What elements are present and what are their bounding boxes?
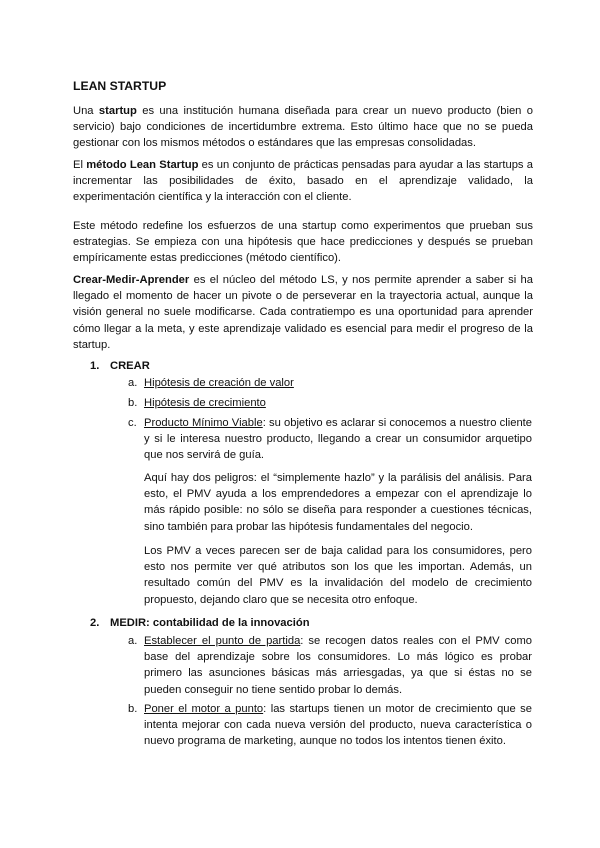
paragraph-build-measure-learn: Crear-Medir-Aprender es el núcleo del método LS, y nos permite aprender a saber si ha llegado el momento de hacer un pivote o de perseverar en la trayectoria actual, aunque la visión general no suele modificarse. Cada contratiempo es una oportunidad para aprender cómo llegar a la meta, y este aprendizaje validado es esencial para medir el progreso de la startup. [73,274,533,351]
list-item: b. Poner el motor a punto: las startups tienen un motor de crecimiento que se intenta mejorar con cada nueva versión del producto, nueva característica o nuevo programa de marketing, aunque no todos los intentos tienen éxito. [128,703,533,748]
link-hipotesis-valor[interactable]: Hipótesis de creación de valor [144,377,294,389]
list-item: b. Hipótesis de crecimiento [128,397,266,409]
section-medir-heading: 2. MEDIR: contabilidad de la innovación [90,617,310,629]
paragraph-pmv-calidad: Los PMV a veces parecen ser de baja calidad para los consumidores, pero esto nos permite ver qué atributos son los que les importan. Además, un resultado común del PMV es la invalidación del modelo de crecimiento propuesto, dejando claro que se necesita otro enfoque. [144,545,532,606]
link-punto-de-partida[interactable]: Establecer el punto de partida [144,635,301,647]
paragraph-lean-method: El método Lean Startup es un conjunto de prácticas pensadas para ayudar a las startups a incrementar las posibilidades de éxito, basado en el aprendizaje validado, la experimentación científica y la interacción con el cliente. [73,159,533,204]
document-title: LEAN STARTUP [73,79,167,93]
paragraph-experiments: Este método redefine los esfuerzos de una startup como experimentos que prueban sus estrategias. Se empieza con una hipótesis que hace predicciones y después se prueban empíricamente estas predicciones (método científico). [73,220,533,265]
link-motor-a-punto[interactable]: Poner el motor a punto [144,703,264,715]
section-crear-heading: 1. CREAR [90,360,150,372]
list-item: a. Hipótesis de creación de valor [128,377,294,389]
paragraph-startup-definition: Una startup es una institución humana diseñada para crear un nuevo producto (bien o servicio) bajo condiciones de incertidumbre extrema. Esto último hace que no se pueda gestionar con los mismos métodos o estándares que las empresas consolidadas. [73,105,534,150]
list-item: c. Producto Mínimo Viable: su objetivo es aclarar si conocemos a nuestro cliente y si le interesa nuestro producto, llegando a crear un consumidor arquetipo que nos servirá de guía. [128,417,532,462]
paragraph-pmv-peligros: Aquí hay dos peligros: el “simplemente hazlo” y la parálisis del análisis. Para esto, el PMV ayuda a los emprendedores a empezar con el aprendizaje lo más rápido posible: no sólo se diseña para responder a cuestiones técnicas, sino también para probar las hipótesis fundamentales del negocio. [144,472,532,533]
link-hipotesis-crecimiento[interactable]: Hipótesis de crecimiento [144,397,266,409]
list-item: a. Establecer el punto de partida: se recogen datos reales con el PMV como base del aprendizaje sobre los consumidores. Lo más lógico es probar primero las asunciones básicas más arriesgadas, ya que si éstas no se pueden conseguir no tiene sentido probar lo demás. [128,635,532,696]
link-producto-minimo-viable[interactable]: Producto Mínimo Viable [144,417,263,429]
